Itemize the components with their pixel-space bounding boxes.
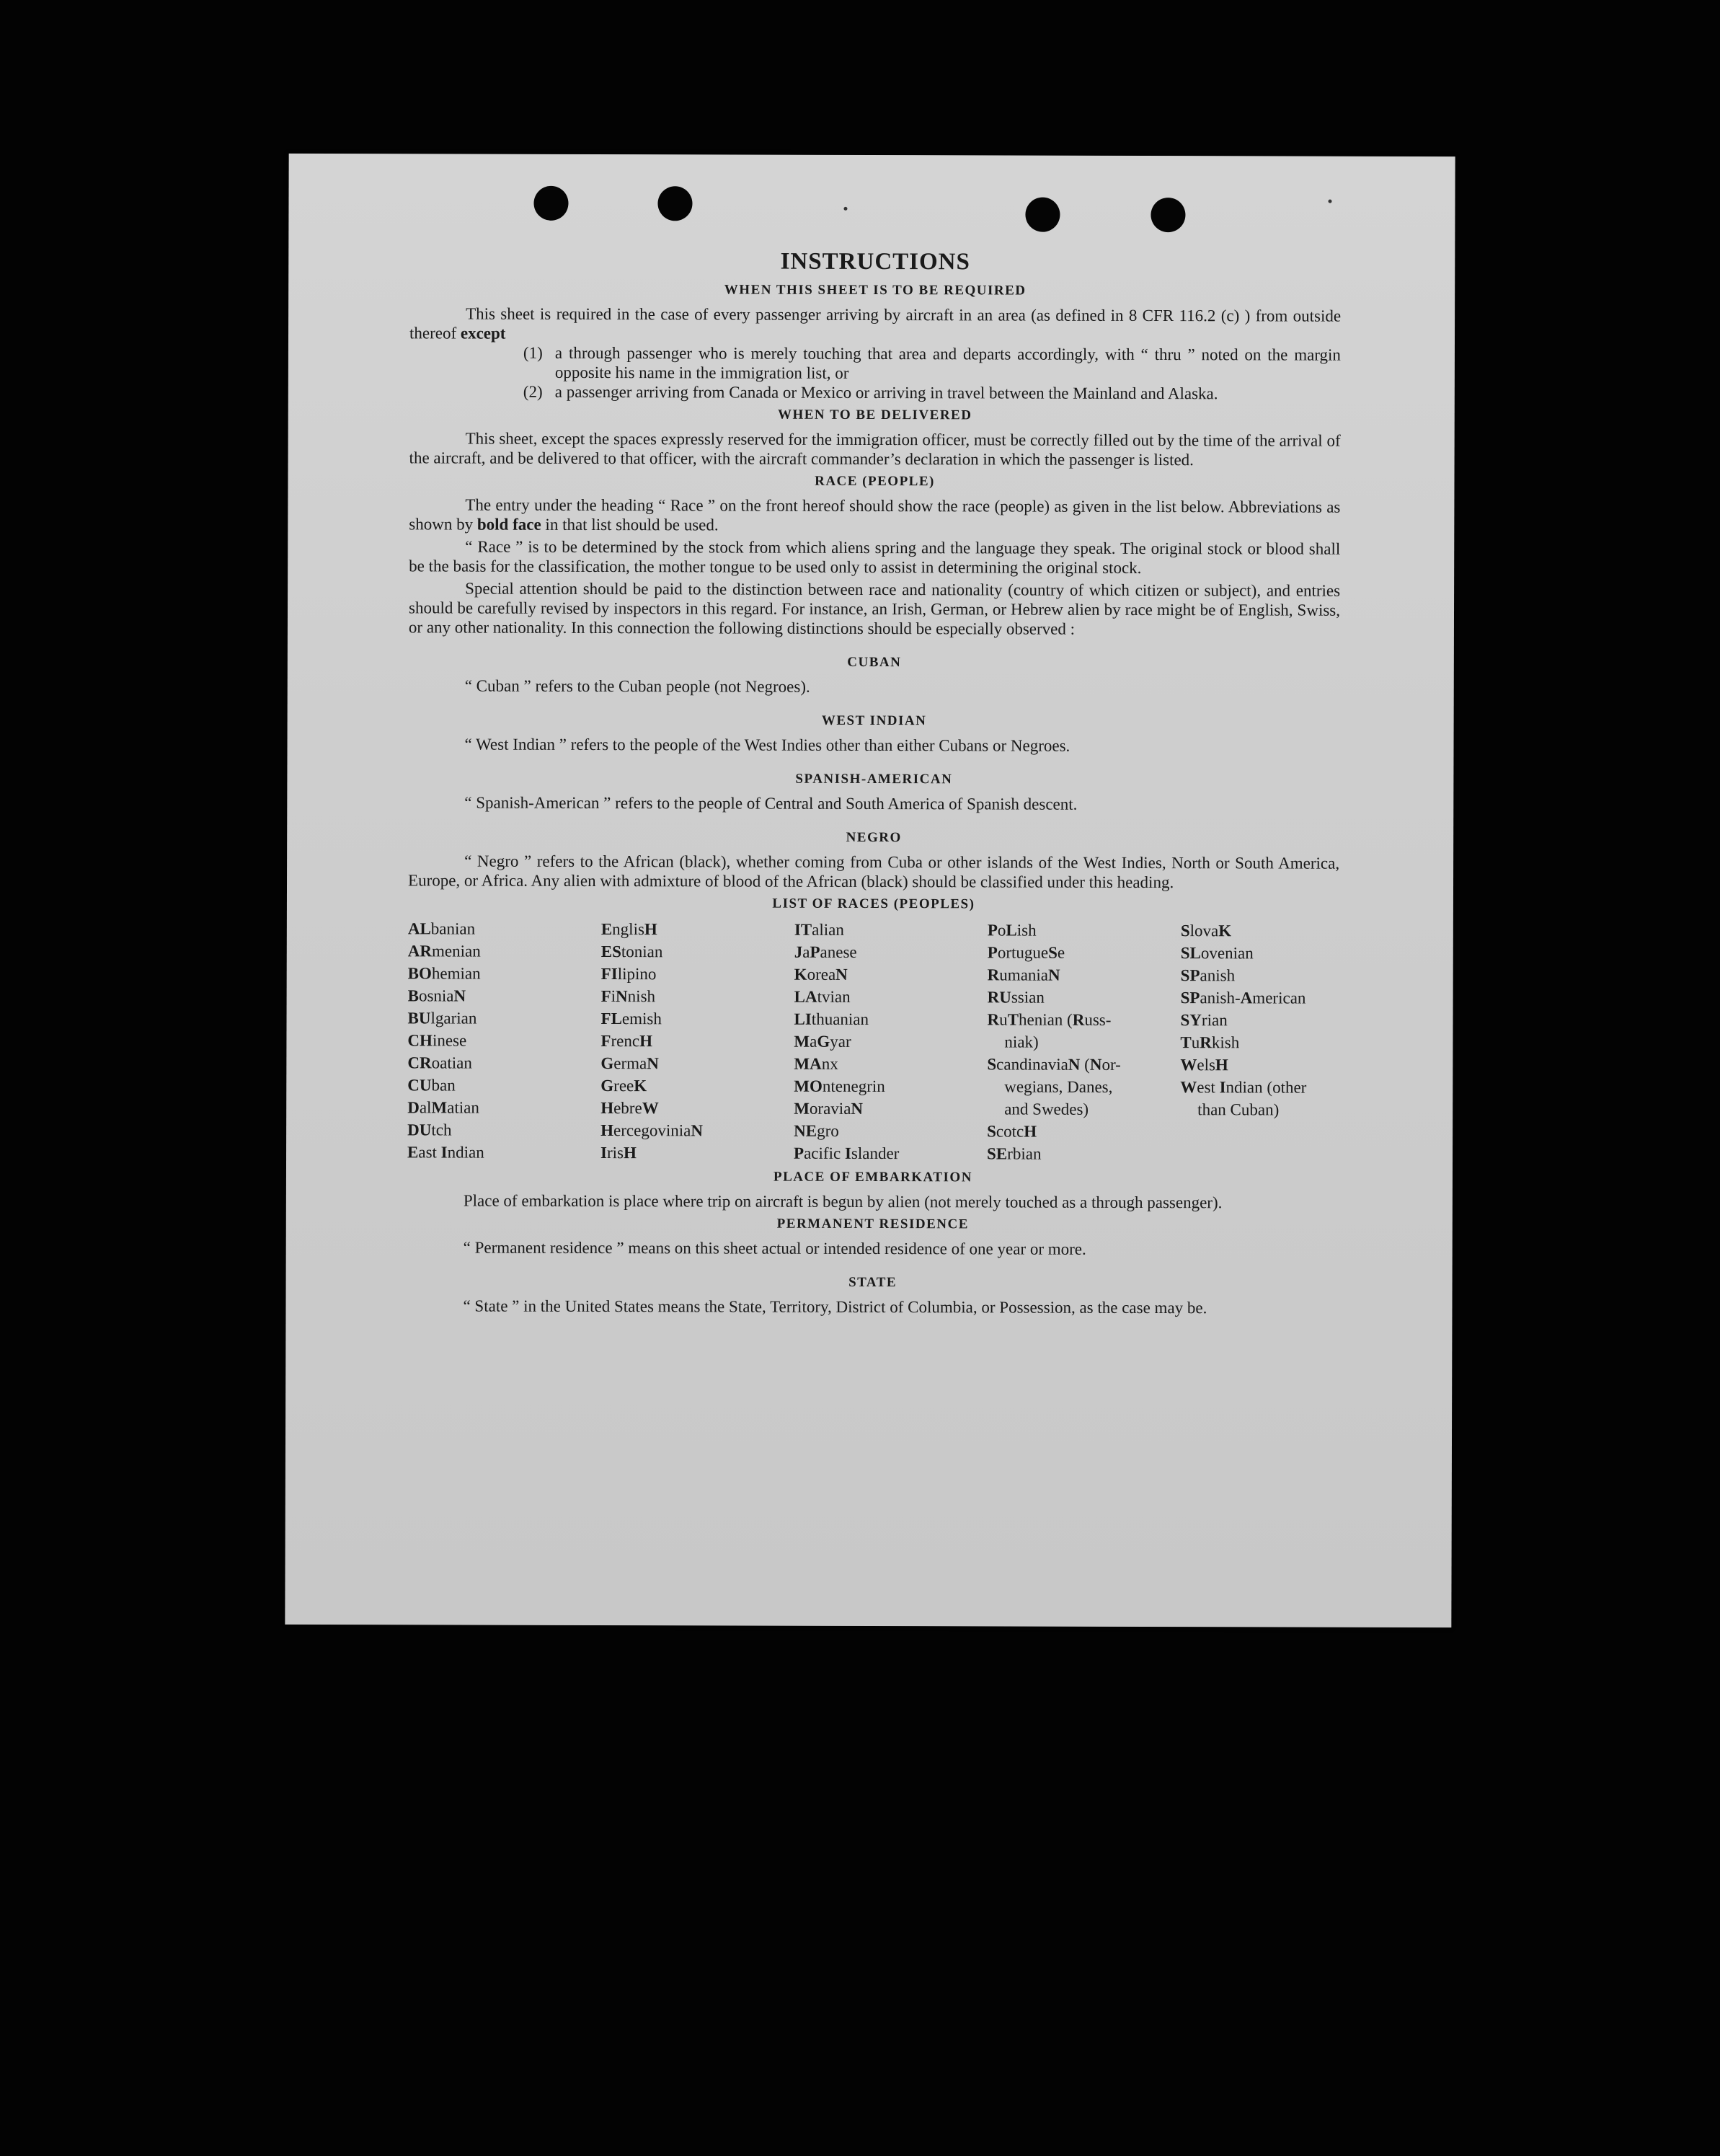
race-entry: SErbian [987, 1144, 1042, 1163]
race-entry: ITalian [794, 920, 844, 939]
race-entry: EnglisH [600, 920, 657, 939]
race-entry: MAnx [794, 1054, 838, 1073]
races-column-1 [407, 917, 601, 1164]
races-list [407, 917, 1339, 1165]
punch-hole [657, 186, 692, 221]
race-entry: East Indian [407, 1143, 484, 1162]
race-entry: DalMatian [407, 1098, 479, 1117]
race-entry-continued: wegians, Danes, [1004, 1077, 1113, 1096]
race-entry: LAtvian [794, 987, 851, 1006]
race-entry: GreeK [600, 1077, 647, 1095]
condition-1: (1) a through passenger who is merely touching that area and departs accordingly, with “ thru ” noted on the margin opposite his name in the immigration list, or [523, 343, 1341, 382]
heading-spanish-american: SPANISH-AMERICAN [795, 771, 953, 787]
race-entry: FiNnish [600, 987, 656, 1006]
punch-hole [1151, 198, 1185, 232]
state-text: “ State ” in the United States means the State, Territory, District of Columbia, or Possession, as the case may be. [463, 1296, 1207, 1317]
heading-negro: NEGRO [846, 829, 902, 846]
race-entry: IrisH [600, 1144, 637, 1162]
race-entry-continued: than Cuban) [1197, 1100, 1280, 1119]
punch-hole [533, 186, 568, 221]
race-entry: NEgro [794, 1121, 839, 1140]
race-entry: FIlipino [600, 965, 657, 984]
race-entry: BOhemian [407, 964, 481, 983]
condition-2: (2) a passenger arriving from Canada or Mexico or arriving in travel between the Mainland and Alaska. [523, 382, 1218, 403]
race-entry: SlovaK [1180, 922, 1232, 940]
race-entry: ALbanian [407, 919, 476, 938]
race-entry: MaGyar [794, 1032, 851, 1051]
race-paragraph-3: Special attention should be paid to the distinction between race and nationality (country of which citizen or subject), and entries should be carefully revised by inspectors in this regard. For instance, an Irish, German, or Hebrew alien by race might be of English, Swiss, or any other nationality. In this connection the following distinctions should be especially observed : [408, 579, 1341, 638]
race-entry: CUban [407, 1076, 456, 1095]
race-entry: CRoatian [407, 1053, 472, 1072]
race-entry: PoLish [987, 921, 1037, 940]
race-entry: SYrian [1180, 1011, 1228, 1030]
race-entry: BUlgarian [407, 1009, 477, 1028]
residence-text: “ Permanent residence ” means on this sheet actual or intended residence of one year or more. [463, 1238, 1086, 1258]
heading-state: STATE [848, 1274, 897, 1291]
race-entry: SPanish-American [1180, 989, 1306, 1007]
race-entry: FLemish [600, 1009, 662, 1028]
race-entry: EStonian [600, 942, 663, 961]
document-page [285, 154, 1455, 1627]
race-entry: JaPanese [794, 942, 857, 961]
races-column-4 [987, 919, 1181, 1165]
race-entry: BosniaN [407, 986, 466, 1005]
heading-race: RACE (PEOPLE) [815, 473, 935, 490]
negro-text: “ Negro ” refers to the African (black), whether coming from Cuba or other islands of the West Indies, North or South America, Europe, or Africa. Any alien with admixture of blood of the African (black) should be classified under this heading. [408, 852, 1340, 892]
race-entry: TuRkish [1180, 1033, 1240, 1052]
spanish-american-text: “ Spanish-American ” refers to the people of Central and South America of Spanish descent. [464, 793, 1078, 813]
heading-list-of-races: LIST OF RACES (PEOPLES) [772, 896, 975, 912]
race-entry: RuThenian (Russ- [987, 1010, 1112, 1029]
race-entry: HebreW [600, 1099, 659, 1118]
race-entry: West Indian (other [1180, 1078, 1307, 1097]
race-entry: GermaN [600, 1054, 659, 1073]
race-entry: SPanish [1180, 966, 1236, 985]
race-entry: PortugueSe [987, 943, 1065, 962]
races-column-2 [600, 918, 794, 1165]
race-entry: Pacific Islander [794, 1144, 900, 1163]
races-column-3 [794, 919, 988, 1165]
race-entry: RUssian [987, 988, 1045, 1007]
race-entry: MOntenegrin [794, 1077, 885, 1096]
instructions-body [407, 247, 1341, 1317]
west-indian-text: “ West Indian ” refers to the people of the West Indies other than either Cubans or Negroes. [464, 735, 1070, 755]
required-intro: This sheet is required in the case of every passenger arriving by aircraft in an area (as defined in 8 CFR 116.2 (c) ) from outside thereof except [409, 304, 1342, 343]
race-entry: ScandinaviaN (Nor- [987, 1055, 1121, 1074]
race-entry-continued: and Swedes) [1004, 1100, 1089, 1118]
delivered-text: This sheet, except the spaces expressly reserved for the immigration officer, must be correctly filled out by the time of the arrival of the aircraft, and be delivered to that officer, with the aircraft commander’s declaration in which the passenger is listed. [409, 429, 1341, 469]
races-column-5 [1180, 919, 1339, 1166]
heading-west-indian: WEST INDIAN [821, 712, 927, 729]
heading-cuban: CUBAN [847, 654, 902, 671]
heading-required: WHEN THIS SHEET IS TO BE REQUIRED [724, 282, 1027, 299]
race-paragraph-1: The entry under the heading “ Race ” on the front hereof should show the race (people) as given in the list below. Abbreviations as shown by bold face in that list should be used. [409, 495, 1341, 534]
race-entry: FrencH [600, 1032, 653, 1051]
embarkation-text: Place of embarkation is place where trip on aircraft is begun by alien (not merely touched as a through passenger). [463, 1191, 1223, 1212]
race-entry: LIthuanian [794, 1009, 869, 1028]
race-entry: HercegoviniaN [600, 1121, 704, 1140]
race-entry: RumaniaN [987, 966, 1060, 984]
race-entry: ScotcH [987, 1122, 1037, 1141]
heading-embarkation: PLACE OF EMBARKATION [773, 1169, 972, 1185]
speck [1328, 200, 1331, 203]
race-entry: WelsH [1180, 1056, 1228, 1074]
heading-residence: PERMANENT RESIDENCE [776, 1216, 969, 1232]
race-entry: ARmenian [407, 942, 481, 960]
cuban-text: “ Cuban ” refers to the Cuban people (not Negroes). [464, 676, 810, 696]
race-entry: CHinese [407, 1031, 467, 1050]
race-entry: DUtch [407, 1121, 452, 1139]
punch-hole [1025, 198, 1060, 232]
page-title: INSTRUCTIONS [780, 248, 970, 275]
race-entry: SLovenian [1180, 944, 1254, 963]
heading-delivered: WHEN TO BE DELIVERED [777, 407, 972, 423]
race-entry: KoreaN [794, 965, 848, 984]
race-paragraph-2: “ Race ” is to be determined by the stock from which aliens spring and the language they speak. The original stock or blood shall be the basis for the classification, the mother tongue to be used only to assist in determining the original stock. [409, 537, 1341, 577]
race-entry: MoraviaN [794, 1099, 864, 1118]
speck [843, 207, 847, 211]
race-entry-continued: niak) [1004, 1033, 1039, 1051]
